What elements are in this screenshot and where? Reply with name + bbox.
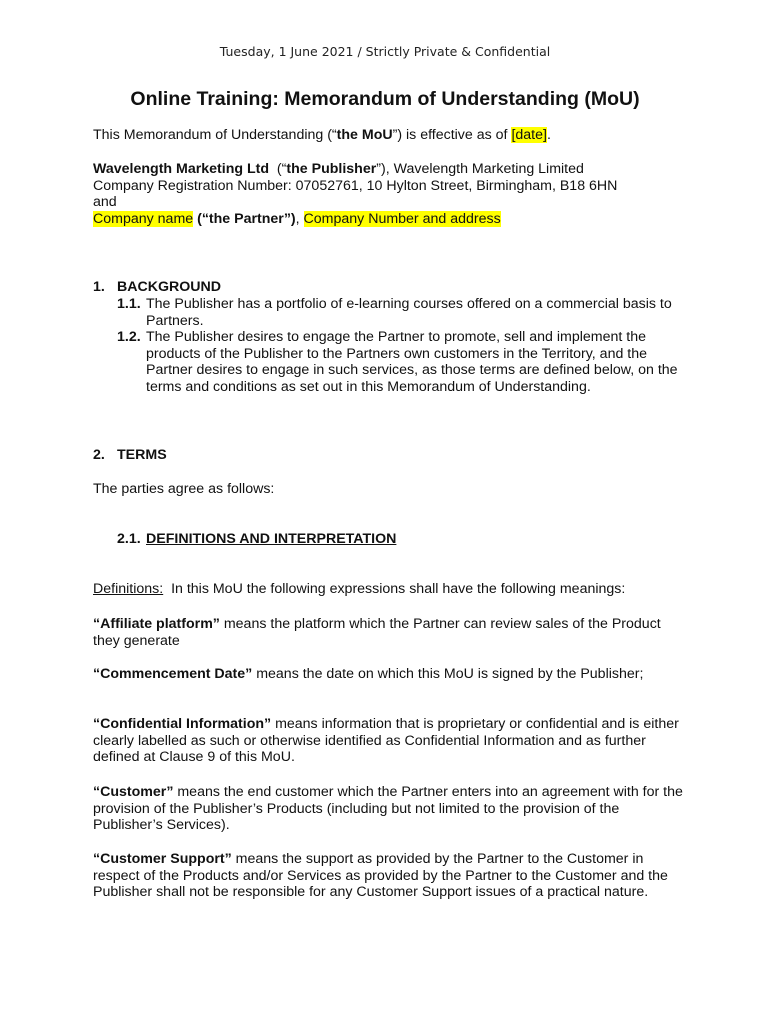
- definitions-intro: [93, 581, 683, 598]
- clause-text: The Publisher has a portfolio of e-learning courses offered on a commercial basis to Partners.: [146, 296, 672, 329]
- definition-customer-support: [93, 851, 683, 901]
- subsection-title: DEFINITIONS AND INTERPRETATION: [146, 531, 397, 547]
- publisher-rest: ”), Wavelength Marketing Limited: [376, 161, 584, 177]
- definition-affiliate-platform: [93, 616, 683, 649]
- and-text: and: [93, 194, 117, 211]
- section-2-heading: [93, 447, 683, 464]
- definition-text: means the platform which the Partner can review sales of the Product they generate: [93, 616, 661, 649]
- publisher-name: Wavelength Marketing Ltd: [93, 161, 270, 177]
- definition-term: “Affiliate platform”: [93, 616, 220, 632]
- definition-term: “Confidential Information”: [93, 716, 272, 732]
- definition-confidential-information: [93, 716, 683, 766]
- partner-name-placeholder: Company name: [93, 210, 194, 227]
- definition-text: means information that is proprietary or confidential and is either clearly labelled as such or otherwise identified as Confidential Information and as further defined at Clause 9 of this MoU.: [93, 716, 679, 766]
- section-1-title: BACKGROUND: [117, 279, 222, 295]
- definitions-intro-text: In this MoU the following expressions shall have the following meanings:: [163, 581, 626, 597]
- section-1-heading: [93, 279, 683, 296]
- clause-1-1: [117, 296, 683, 329]
- definition-term: “Customer Support”: [93, 851, 232, 867]
- parties-paragraph: [93, 161, 683, 227]
- intro-middle: ”) is effective as of: [392, 127, 512, 143]
- publisher-line: [93, 161, 683, 178]
- subsection-number: 2.1.: [117, 531, 141, 547]
- section-2-lead: The parties agree as follows:: [93, 481, 275, 497]
- definitions-label: Definitions:: [93, 581, 164, 597]
- publisher-label: the Publisher: [286, 161, 377, 177]
- definition-text: means the end customer which the Partner enters into an agreement with for the provision of the Publisher’s Products (including but not limited to the provision of the Publisher’s Services).: [93, 784, 683, 834]
- intro-prefix: This Memorandum of Understanding (“: [93, 127, 337, 143]
- publisher-address: Company Registration Number: 07052761, 10 Hylton Street, Birmingham, B18 6HN: [93, 177, 618, 194]
- publisher-open: (“: [269, 161, 287, 177]
- section-2-title: TERMS: [117, 447, 167, 463]
- partner-label: (“the Partner”): [193, 210, 296, 227]
- partner-line: [93, 211, 683, 228]
- definition-text: means the support as provided by the Partner to the Customer in respect of the Products and/or Services as provided by the Partner to the Customer and the Publisher shall not be responsible for any Customer Support issues of a practical nature.: [93, 851, 668, 901]
- subsection-2-1-heading: [117, 531, 707, 548]
- definition-commencement-date: [93, 666, 683, 683]
- intro-suffix: .: [546, 127, 551, 143]
- definition-term: “Commencement Date”: [93, 666, 253, 682]
- definition-customer: [93, 784, 683, 834]
- clause-text: The Publisher desires to engage the Partner to promote, sell and implement the products of the Publisher to the Partners own customers in the Territory, and the Partner desires to engage in such services, as those terms are defined below, on the terms and conditions as set out in this Memorandum of Understanding.: [146, 329, 678, 395]
- date-placeholder: [date]: [511, 127, 547, 143]
- page-header: Tuesday, 1 June 2021 / Strictly Private & Confidential: [219, 44, 551, 59]
- clause-1-2: [117, 329, 683, 395]
- section-1-number: 1.: [93, 279, 105, 295]
- partner-separator: ,: [295, 210, 304, 227]
- intro-paragraph: [93, 127, 683, 144]
- clause-number: 1.1.: [117, 296, 141, 312]
- clause-number: 1.2.: [117, 329, 141, 345]
- intro-mou-term: the MoU: [336, 127, 393, 143]
- document-title: Online Training: Memorandum of Understanding (MoU): [130, 88, 640, 110]
- section-2-number: 2.: [93, 447, 105, 463]
- definition-term: “Customer”: [93, 784, 174, 800]
- partner-address-placeholder: Company Number and address: [303, 210, 501, 227]
- definition-text: means the date on which this MoU is signed by the Publisher;: [252, 666, 644, 682]
